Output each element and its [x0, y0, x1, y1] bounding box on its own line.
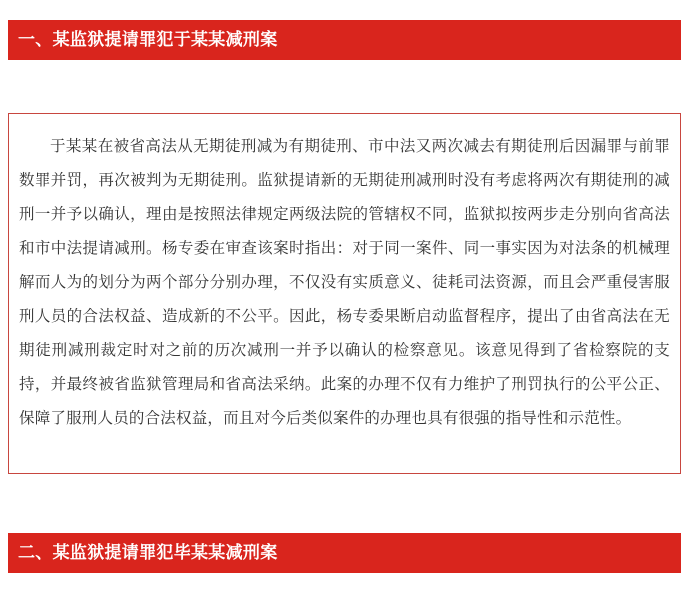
section-header-1: 一、某监狱提请罪犯于某某减刑案	[8, 20, 681, 60]
case-description-box	[8, 113, 681, 474]
section-header-2: 二、某监狱提请罪犯毕某某减刑案	[8, 533, 681, 573]
case-description-paragraph: 于某某在被省高法从无期徒刑减为有期徒刑、市中法又两次减去有期徒刑后因漏罪与前罪数罪并罚，再次被判为无期徒刑。监狱提请新的无期徒刑减刑时没有考虑将两次有期徒刑的减刑一并予以确认，理由是按照法律规定两级法院的管辖权不同，监狱拟按两步走分别向省高法和市中法提请减刑。杨专委在审查该案时指出：对于同一案件、同一事实因为对法条的机械理解而人为的划分为两个部分分别办理，不仅没有实质意义、徒耗司法资源，而且会严重侵害服刑人员的合法权益、造成新的不公平。因此，杨专委果断启动监督程序，提出了由省高法在无期徒刑减刑裁定时对之前的历次减刑一并予以确认的检察意见。该意见得到了省检察院的支持，并最终被省监狱管理局和省高法采纳。此案的办理不仅有力维护了刑罚执行的公平公正、保障了服刑人员的合法权益，而且对今后类似案件的办理也具有很强的指导性和示范性。	[19, 137, 670, 427]
